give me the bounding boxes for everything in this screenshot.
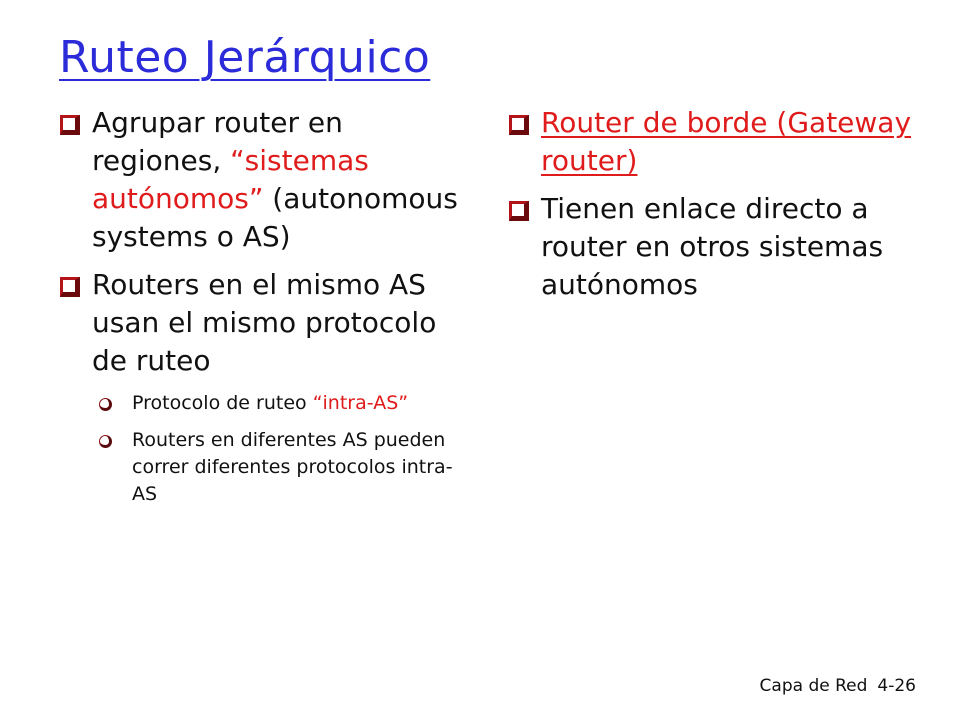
sub-bullet-text: Protocolo de ruteo	[132, 392, 313, 414]
left-column	[59, 104, 459, 518]
square-bullet-icon	[509, 201, 529, 221]
highlight-text: “intra-AS”	[312, 392, 409, 414]
round-bullet-icon	[99, 398, 112, 411]
highlight-text: “sistemas autónomos”	[92, 144, 369, 215]
sub-bullet-list	[59, 390, 459, 508]
bullet-same-protocol	[59, 266, 459, 380]
bullet-text: Agrupar router en regiones,	[92, 106, 343, 177]
square-bullet-icon	[509, 115, 529, 135]
gateway-router-link[interactable]: Router de borde (Gateway router)	[541, 106, 912, 177]
bullet-text: Routers en el mismo AS usan el mismo protocolo de ruteo	[92, 268, 437, 377]
round-bullet-icon	[99, 435, 112, 448]
page-number: 4-26	[877, 676, 916, 696]
sub-bullet-different-protocols	[99, 427, 459, 508]
bullet-text: (autonomous systems o AS)	[92, 182, 458, 253]
slide-title: Ruteo Jerárquico	[59, 32, 431, 83]
footer-label: Capa de Red	[759, 676, 868, 696]
right-column	[508, 104, 928, 314]
sub-bullet-intra-as	[99, 390, 459, 417]
bullet-gateway-router	[508, 104, 928, 180]
square-bullet-icon	[60, 277, 80, 297]
bullet-direct-link	[508, 190, 928, 304]
sub-bullet-text: Routers en diferentes AS pueden correr diferentes protocolos intra-AS	[132, 429, 453, 505]
square-bullet-icon	[60, 115, 80, 135]
bullet-text: Tienen enlace directo a router en otros sistemas autónomos	[541, 192, 884, 301]
slide-footer	[760, 676, 916, 696]
bullet-autonomous-systems	[59, 104, 459, 256]
